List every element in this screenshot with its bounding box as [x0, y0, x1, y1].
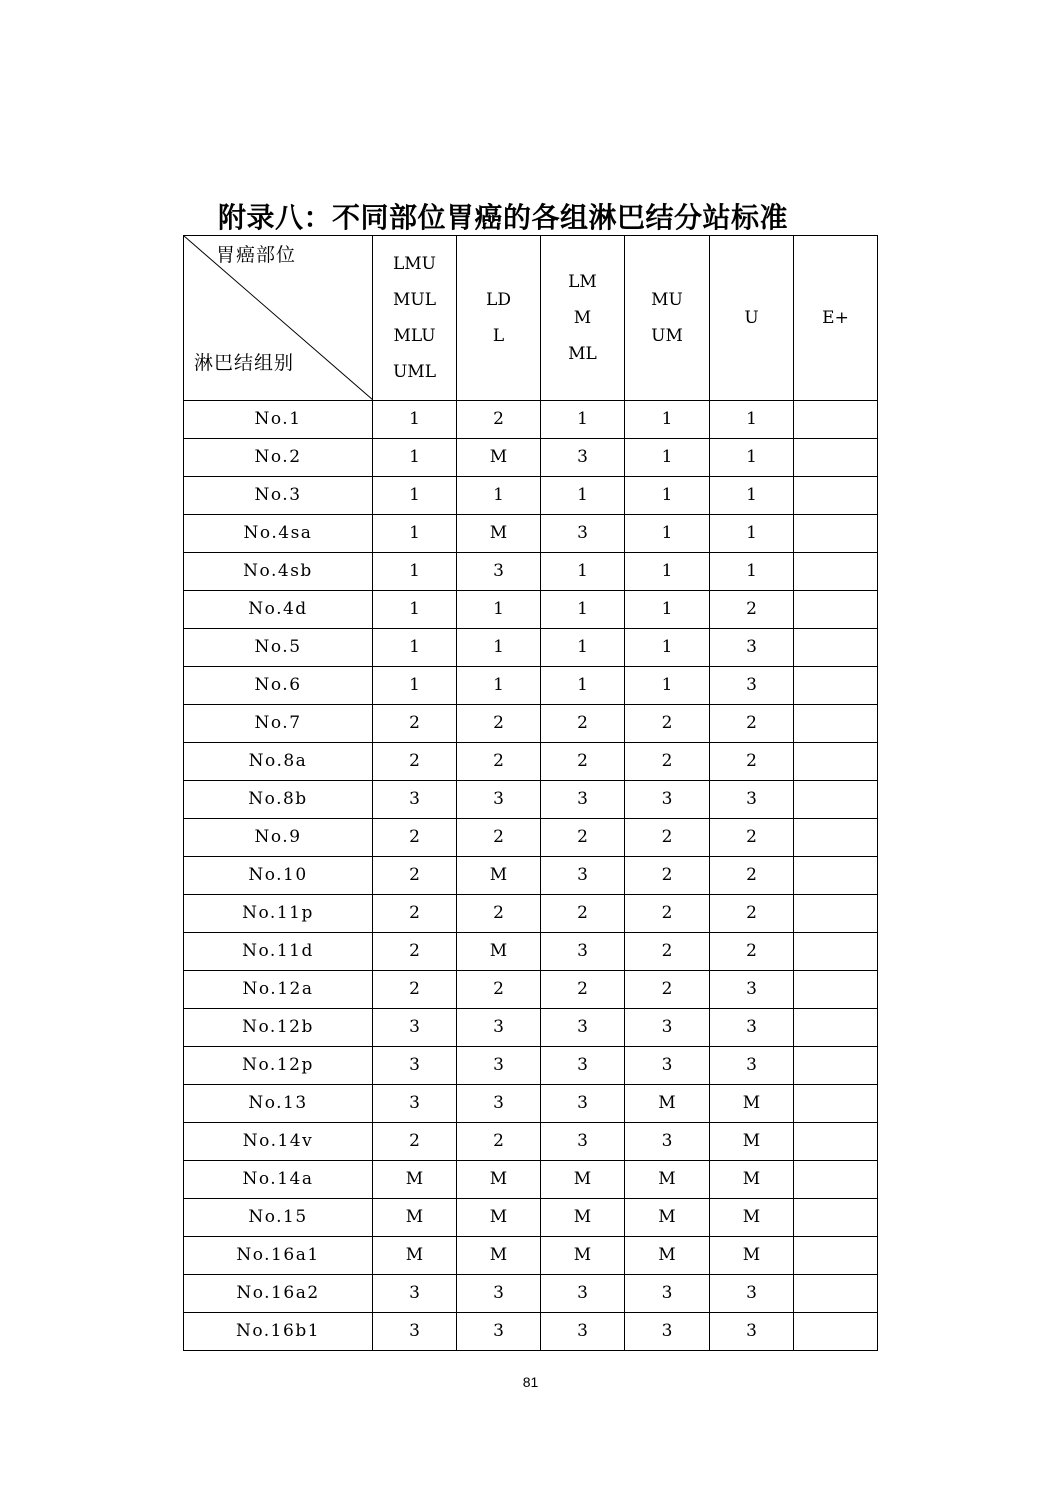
- row-label-cell: No.5: [184, 629, 373, 667]
- station-cell: [794, 743, 878, 781]
- station-cell: [794, 1313, 878, 1351]
- station-cell: 3: [710, 1009, 794, 1047]
- station-cell: M: [625, 1085, 710, 1123]
- station-cell: 2: [541, 705, 625, 743]
- table-row: [184, 1275, 878, 1313]
- table-row: [184, 591, 878, 629]
- station-cell: [794, 439, 878, 477]
- station-cell: 2: [710, 705, 794, 743]
- table-row: [184, 819, 878, 857]
- station-cell: 1: [625, 591, 710, 629]
- column-header-line: U: [744, 308, 759, 328]
- station-cell: 1: [541, 401, 625, 439]
- column-header-lm: [541, 236, 625, 401]
- station-cell: 1: [541, 629, 625, 667]
- column-header-line: LD: [486, 290, 511, 310]
- station-cell: 3: [625, 1009, 710, 1047]
- station-cell: 3: [541, 857, 625, 895]
- station-cell: 1: [457, 591, 541, 629]
- station-cell: 3: [373, 1047, 457, 1085]
- station-cell: 3: [541, 439, 625, 477]
- column-header-ld: [457, 236, 541, 401]
- station-cell: [794, 1275, 878, 1313]
- column-header-line: MLU: [393, 326, 436, 346]
- station-cell: 3: [457, 1009, 541, 1047]
- row-label-cell: No.2: [184, 439, 373, 477]
- table-row: [184, 781, 878, 819]
- station-cell: 1: [373, 591, 457, 629]
- station-cell: [794, 477, 878, 515]
- station-cell: M: [541, 1237, 625, 1275]
- table-row: [184, 933, 878, 971]
- station-cell: M: [625, 1237, 710, 1275]
- row-label-cell: No.16a1: [184, 1237, 373, 1275]
- station-cell: 2: [541, 895, 625, 933]
- column-header-line: E+: [822, 308, 849, 328]
- station-cell: 3: [541, 515, 625, 553]
- station-cell: 1: [373, 515, 457, 553]
- station-cell: M: [710, 1237, 794, 1275]
- table-row: [184, 1161, 878, 1199]
- station-cell: 3: [457, 1313, 541, 1351]
- station-cell: 3: [457, 553, 541, 591]
- row-label-cell: No.3: [184, 477, 373, 515]
- station-cell: M: [625, 1161, 710, 1199]
- station-cell: 3: [541, 1085, 625, 1123]
- station-cell: 3: [373, 781, 457, 819]
- station-cell: 2: [541, 743, 625, 781]
- station-cell: 3: [710, 629, 794, 667]
- station-cell: 1: [710, 439, 794, 477]
- table-row: [184, 1085, 878, 1123]
- station-cell: [794, 933, 878, 971]
- station-cell: 3: [541, 1123, 625, 1161]
- station-cell: 2: [541, 819, 625, 857]
- station-cell: M: [710, 1085, 794, 1123]
- station-cell: [794, 1123, 878, 1161]
- station-cell: [794, 667, 878, 705]
- station-cell: 3: [373, 1009, 457, 1047]
- station-cell: 1: [373, 401, 457, 439]
- station-cell: 3: [457, 1085, 541, 1123]
- column-header-line: M: [573, 308, 592, 328]
- station-cell: 1: [541, 477, 625, 515]
- station-cell: 3: [541, 1275, 625, 1313]
- station-cell: 2: [625, 895, 710, 933]
- column-header-lmu: [373, 236, 457, 401]
- station-cell: M: [710, 1161, 794, 1199]
- station-cell: 3: [710, 1047, 794, 1085]
- station-cell: 1: [625, 629, 710, 667]
- station-cell: M: [457, 439, 541, 477]
- row-label-cell: No.1: [184, 401, 373, 439]
- table-row: [184, 1123, 878, 1161]
- corner-header-top-label: 胃癌部位: [216, 244, 297, 266]
- column-header-u: [710, 236, 794, 401]
- column-header-line: L: [492, 326, 505, 346]
- column-header-line: MU: [651, 290, 683, 310]
- station-cell: 3: [457, 1047, 541, 1085]
- station-cell: 1: [541, 591, 625, 629]
- row-label-cell: No.12b: [184, 1009, 373, 1047]
- station-cell: M: [373, 1199, 457, 1237]
- station-cell: [794, 515, 878, 553]
- corner-header-bottom-label: 淋巴结组别: [194, 352, 295, 374]
- station-cell: 1: [625, 667, 710, 705]
- table-row: [184, 705, 878, 743]
- table-row: [184, 439, 878, 477]
- table-row: [184, 1237, 878, 1275]
- station-cell: 3: [373, 1313, 457, 1351]
- station-cell: 2: [710, 895, 794, 933]
- column-header-line: LMU: [392, 254, 437, 274]
- station-cell: 3: [710, 1275, 794, 1313]
- station-cell: 1: [373, 667, 457, 705]
- station-cell: M: [625, 1199, 710, 1237]
- station-cell: 3: [625, 1047, 710, 1085]
- station-cell: 1: [541, 667, 625, 705]
- station-cell: M: [710, 1199, 794, 1237]
- station-cell: 2: [457, 743, 541, 781]
- column-header-line: UML: [392, 362, 437, 382]
- station-cell: 2: [710, 819, 794, 857]
- station-cell: 3: [457, 781, 541, 819]
- row-label-cell: No.14a: [184, 1161, 373, 1199]
- table-row: [184, 477, 878, 515]
- station-cell: 2: [373, 895, 457, 933]
- station-cell: 3: [625, 1275, 710, 1313]
- station-cell: [794, 553, 878, 591]
- station-cell: [794, 1009, 878, 1047]
- row-label-cell: No.10: [184, 857, 373, 895]
- station-cell: 3: [625, 781, 710, 819]
- station-cell: M: [457, 857, 541, 895]
- column-header-e-plus: [794, 236, 878, 401]
- row-label-cell: No.4sb: [184, 553, 373, 591]
- station-cell: 2: [625, 933, 710, 971]
- station-cell: 1: [710, 401, 794, 439]
- column-header-line: MUL: [392, 290, 437, 310]
- station-cell: [794, 819, 878, 857]
- station-cell: M: [457, 515, 541, 553]
- corner-header-cell: [184, 236, 373, 401]
- row-label-cell: No.7: [184, 705, 373, 743]
- table-row: [184, 515, 878, 553]
- row-label-cell: No.4sa: [184, 515, 373, 553]
- station-cell: 2: [373, 743, 457, 781]
- station-cell: 3: [710, 781, 794, 819]
- station-cell: 2: [457, 971, 541, 1009]
- station-cell: 2: [710, 591, 794, 629]
- station-cell: 1: [625, 515, 710, 553]
- station-cell: 3: [541, 1009, 625, 1047]
- station-cell: 1: [710, 477, 794, 515]
- station-cell: 1: [625, 477, 710, 515]
- station-cell: M: [373, 1237, 457, 1275]
- station-cell: 3: [625, 1123, 710, 1161]
- station-cell: 1: [373, 477, 457, 515]
- table-row: [184, 667, 878, 705]
- station-cell: 3: [541, 1313, 625, 1351]
- station-cell: M: [710, 1123, 794, 1161]
- station-cell: [794, 971, 878, 1009]
- row-label-cell: No.16a2: [184, 1275, 373, 1313]
- station-cell: [794, 1199, 878, 1237]
- station-cell: 1: [373, 629, 457, 667]
- page-number: 81: [522, 1374, 539, 1390]
- station-cell: [794, 1085, 878, 1123]
- station-cell: 2: [457, 895, 541, 933]
- table-row: [184, 401, 878, 439]
- table-row: [184, 971, 878, 1009]
- station-cell: [794, 781, 878, 819]
- station-cell: M: [373, 1161, 457, 1199]
- station-cell: 2: [373, 933, 457, 971]
- row-label-cell: No.11p: [184, 895, 373, 933]
- station-cell: 2: [625, 743, 710, 781]
- station-cell: M: [541, 1199, 625, 1237]
- station-cell: [794, 895, 878, 933]
- station-cell: 2: [541, 971, 625, 1009]
- station-cell: 2: [710, 933, 794, 971]
- lymph-node-station-table: [183, 235, 878, 1351]
- station-cell: [794, 705, 878, 743]
- row-label-cell: No.8a: [184, 743, 373, 781]
- table-row: [184, 857, 878, 895]
- station-cell: M: [457, 1161, 541, 1199]
- station-cell: [794, 629, 878, 667]
- station-cell: 1: [457, 667, 541, 705]
- station-cell: 1: [625, 439, 710, 477]
- station-cell: 3: [541, 781, 625, 819]
- station-cell: 1: [373, 553, 457, 591]
- station-cell: [794, 591, 878, 629]
- station-cell: M: [457, 1199, 541, 1237]
- header-row: [184, 236, 878, 401]
- station-cell: 3: [625, 1313, 710, 1351]
- station-cell: [794, 857, 878, 895]
- table-row: [184, 553, 878, 591]
- station-cell: [794, 401, 878, 439]
- row-label-cell: No.4d: [184, 591, 373, 629]
- column-header-line: UM: [651, 326, 683, 346]
- station-cell: 2: [457, 819, 541, 857]
- station-cell: 2: [457, 401, 541, 439]
- table-row: [184, 1313, 878, 1351]
- table-row: [184, 743, 878, 781]
- station-cell: 2: [710, 857, 794, 895]
- table-row: [184, 629, 878, 667]
- station-cell: 2: [373, 1123, 457, 1161]
- station-cell: 2: [625, 971, 710, 1009]
- station-cell: 2: [625, 705, 710, 743]
- table-row: [184, 1199, 878, 1237]
- station-cell: M: [541, 1161, 625, 1199]
- station-cell: 3: [373, 1085, 457, 1123]
- station-cell: 1: [710, 553, 794, 591]
- station-cell: 2: [625, 819, 710, 857]
- station-cell: 1: [625, 553, 710, 591]
- station-cell: 1: [373, 439, 457, 477]
- station-cell: M: [457, 933, 541, 971]
- station-cell: 3: [457, 1275, 541, 1313]
- station-cell: 1: [710, 515, 794, 553]
- station-cell: M: [457, 1237, 541, 1275]
- station-cell: 3: [710, 667, 794, 705]
- page-title: 附录八：不同部位胃癌的各组淋巴结分站标准: [218, 201, 789, 234]
- station-cell: [794, 1161, 878, 1199]
- station-cell: 3: [541, 933, 625, 971]
- station-cell: 1: [625, 401, 710, 439]
- station-cell: 2: [710, 743, 794, 781]
- station-cell: 2: [373, 857, 457, 895]
- row-label-cell: No.15: [184, 1199, 373, 1237]
- column-header-line: ML: [568, 344, 597, 364]
- station-cell: 2: [373, 705, 457, 743]
- table-row: [184, 1009, 878, 1047]
- station-cell: 2: [457, 705, 541, 743]
- row-label-cell: No.9: [184, 819, 373, 857]
- station-cell: [794, 1237, 878, 1275]
- station-cell: 1: [457, 477, 541, 515]
- station-cell: 2: [457, 1123, 541, 1161]
- station-cell: 1: [541, 553, 625, 591]
- row-label-cell: No.11d: [184, 933, 373, 971]
- station-cell: 2: [373, 971, 457, 1009]
- station-cell: 2: [373, 819, 457, 857]
- station-cell: [794, 1047, 878, 1085]
- row-label-cell: No.16b1: [184, 1313, 373, 1351]
- station-cell: 3: [710, 1313, 794, 1351]
- column-header-line: LM: [568, 272, 597, 292]
- station-cell: 2: [625, 857, 710, 895]
- station-cell: 3: [541, 1047, 625, 1085]
- column-header-mu: [625, 236, 710, 401]
- row-label-cell: No.8b: [184, 781, 373, 819]
- table-row: [184, 895, 878, 933]
- table-row: [184, 1047, 878, 1085]
- row-label-cell: No.12p: [184, 1047, 373, 1085]
- row-label-cell: No.12a: [184, 971, 373, 1009]
- station-cell: 3: [373, 1275, 457, 1313]
- row-label-cell: No.14v: [184, 1123, 373, 1161]
- station-cell: 1: [457, 629, 541, 667]
- row-label-cell: No.13: [184, 1085, 373, 1123]
- station-cell: 3: [710, 971, 794, 1009]
- row-label-cell: No.6: [184, 667, 373, 705]
